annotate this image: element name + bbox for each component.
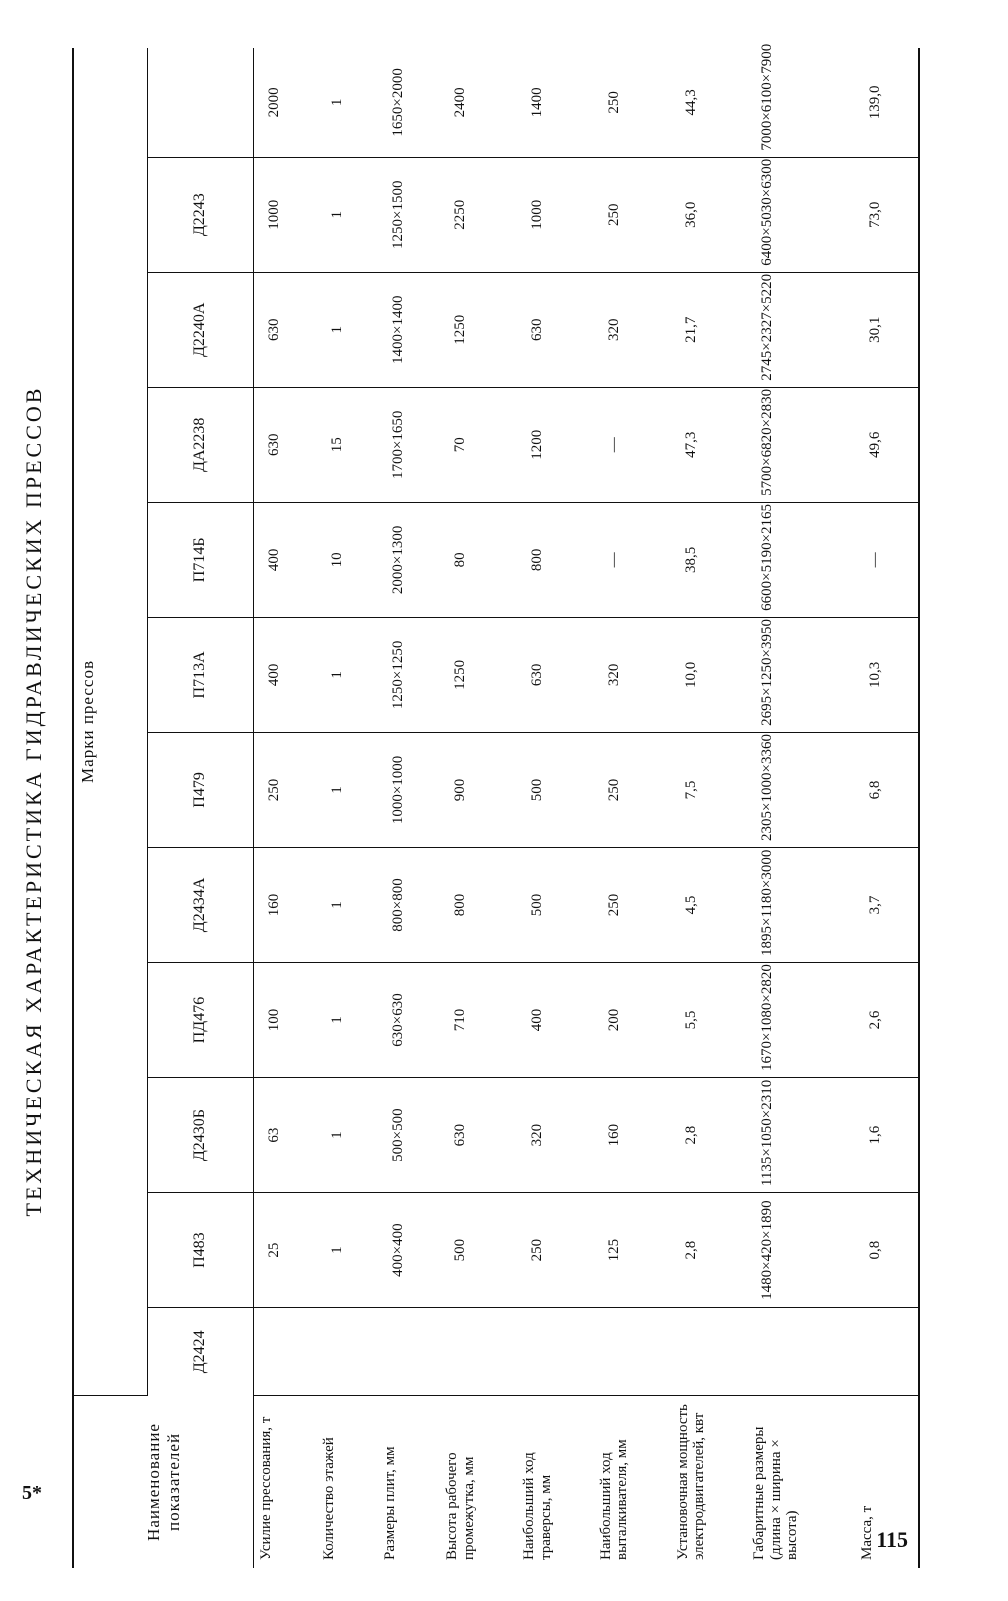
col-header: П483 [147,1193,254,1308]
table-cell: 250 [254,732,317,847]
table-cell: — [855,502,919,617]
table-cell: 100 [254,963,317,1078]
row-label: Установочная мощность электродвигателей, квт [674,1404,708,1560]
table-cell: 1,6 [855,1078,919,1193]
table-cell: 1250 [440,617,517,732]
table-cell: 1 [317,963,379,1078]
row-label: Наибольший ход траверсы, мм [521,1452,554,1560]
table-cell: 2,8 [671,1193,748,1308]
table-cell: 36,0 [671,157,748,272]
page-number: 115 [876,1527,908,1552]
row-spacer [517,1308,594,1396]
table-cell: 1000 [254,157,317,272]
row-spacer [378,1308,440,1396]
table-cell: 1400×1400 [378,272,440,387]
table-cell: 1 [317,48,379,157]
table-cell: 630 [517,272,594,387]
table-cell: 1 [317,732,379,847]
table-cell: 80 [440,502,517,617]
table-cell: 2000 [254,48,317,157]
table-row [671,48,748,1568]
header-group: Марки прессов [73,48,147,1395]
table-cell: 47,3 [671,387,748,502]
table-cell: 7000×6100×7900 [747,48,855,157]
row-spacer [440,1308,517,1396]
col-header: Д2243 [147,157,254,272]
table-cell: 2,6 [855,963,919,1078]
col-header: Д2434А [147,847,254,962]
table-cell: 500 [440,1193,517,1308]
table-cell: 900 [440,732,517,847]
table-row [594,48,671,1568]
table-cell: 630 [254,387,317,502]
table-cell: 1200 [517,387,594,502]
table-cell: 1670×1080×2820 [747,963,855,1078]
table-cell: 63 [254,1078,317,1193]
table-cell: 0,8 [855,1193,919,1308]
table-row [855,48,919,1568]
table-cell: 2745×2327×5220 [747,272,855,387]
table-cell: 2695×1250×3950 [747,617,855,732]
table-cell: 400 [254,502,317,617]
table-row [378,48,440,1568]
table-cell: 320 [594,617,671,732]
table-cell: 800 [440,847,517,962]
table-cell: 1 [317,157,379,272]
row-label: Размеры плит, мм [382,1446,399,1560]
col-header: ПД476 [147,963,254,1078]
table-cell: 1250 [440,272,517,387]
table-cell: 200 [594,963,671,1078]
table-cell: 500×500 [378,1078,440,1193]
row-spacer [594,1308,671,1396]
table-cell: 400 [254,617,317,732]
col-header: Д2424 [147,1308,254,1396]
table-cell: 1 [317,1193,379,1308]
table-cell: 1480×420×1890 [747,1193,855,1308]
col-header: П714Б [147,502,254,617]
table-cell: 250 [517,1193,594,1308]
table-cell: 1 [317,1078,379,1193]
table-cell: 10 [317,502,379,617]
table-cell: 3,7 [855,847,919,962]
row-label: Количество этажей [320,1437,337,1560]
spec-table [72,43,920,1568]
col-header: П479 [147,732,254,847]
table-cell: 70 [440,387,517,502]
table-cell: 1250×1500 [378,157,440,272]
table-cell: 710 [440,963,517,1078]
row-label: Усилие прессования, т [258,1416,275,1560]
table-cell: 7,5 [671,732,748,847]
table-cell: 6400×5030×6300 [747,157,855,272]
table-cell: 400×400 [378,1193,440,1308]
table-cell: 400 [517,963,594,1078]
signature-mark: 5* [22,1482,42,1504]
table-cell: 250 [594,48,671,157]
table-cell: 1 [317,617,379,732]
table-cell: 15 [317,387,379,502]
table-cell: 1700×1650 [378,387,440,502]
col-header: П713А [147,617,254,732]
table-cell: 25 [254,1193,317,1308]
table-cell: 500 [517,732,594,847]
table-cell: 800 [517,502,594,617]
table-cell: 21,7 [671,272,748,387]
table-cell: — [594,502,671,617]
table-cell: 73,0 [855,157,919,272]
header-param: Наименование показателей [73,1395,254,1568]
table-cell: 2305×1000×3360 [747,732,855,847]
table-cell: 250 [594,157,671,272]
table-row [747,48,855,1568]
table-cell: 1895×1180×3000 [747,847,855,962]
row-label: Высота рабочего промежутка, мм [444,1452,477,1560]
table-cell: 630 [254,272,317,387]
table-cell: 5,5 [671,963,748,1078]
row-label: Наибольший ход выталкивателя, мм [597,1439,631,1560]
table-cell: 2250 [440,157,517,272]
table-cell: 10,3 [855,617,919,732]
table-cell: 38,5 [671,502,748,617]
row-spacer [254,1308,317,1396]
table-cell: — [594,387,671,502]
table-cell: 1 [317,272,379,387]
row-spacer [747,1308,855,1396]
spec-table-rotated [72,43,920,1568]
col-header: Д2240А [147,272,254,387]
table-cell: 1650×2000 [378,48,440,157]
row-spacer [855,1308,919,1396]
table-cell: 250 [594,847,671,962]
table-cell: 1 [317,847,379,962]
table-cell: 5700×6820×2830 [747,387,855,502]
row-spacer [317,1308,379,1396]
table-cell: 1000×1000 [378,732,440,847]
table-row [317,48,379,1568]
table-row [517,48,594,1568]
table-cell: 6600×5190×2165 [747,502,855,617]
table-cell: 1000 [517,157,594,272]
table-cell: 1250×1250 [378,617,440,732]
table-cell: 320 [594,272,671,387]
row-label: Масса, т [859,1505,876,1560]
table-row [440,48,517,1568]
table-cell: 630 [517,617,594,732]
table-cell: 630×630 [378,963,440,1078]
table-cell: 30,1 [855,272,919,387]
table-row [254,48,317,1568]
row-spacer [671,1308,748,1396]
table-cell: 160 [594,1078,671,1193]
table-cell: 2000×1300 [378,502,440,617]
table-cell: 49,6 [855,387,919,502]
table-cell: 800×800 [378,847,440,962]
col-header: Д2430Б [147,1078,254,1193]
table-cell: 2,8 [671,1078,748,1193]
table-cell: 10,0 [671,617,748,732]
table-cell: 44,3 [671,48,748,157]
table-cell: 4,5 [671,847,748,962]
col-header: ДА2238 [147,387,254,502]
table-cell: 1135×1050×2310 [747,1078,855,1193]
row-label: Габаритные размеры (длина × ширина × высота) [751,1426,801,1560]
table-cell: 160 [254,847,317,962]
col-header-spacer [147,48,254,157]
table-cell: 1400 [517,48,594,157]
table-cell: 250 [594,732,671,847]
table-body [254,43,919,1568]
table-cell: 2400 [440,48,517,157]
table-cell: 630 [440,1078,517,1193]
table-cell: 125 [594,1193,671,1308]
table-cell: 6,8 [855,732,919,847]
table-cell: 139,0 [855,48,919,157]
table-cell: 320 [517,1078,594,1193]
page-title: ТЕХНИЧЕСКАЯ ХАРАКТЕРИСТИКА ГИДРАВЛИЧЕСКИХ ПРЕССОВ [21,385,46,1216]
table-cell: 500 [517,847,594,962]
